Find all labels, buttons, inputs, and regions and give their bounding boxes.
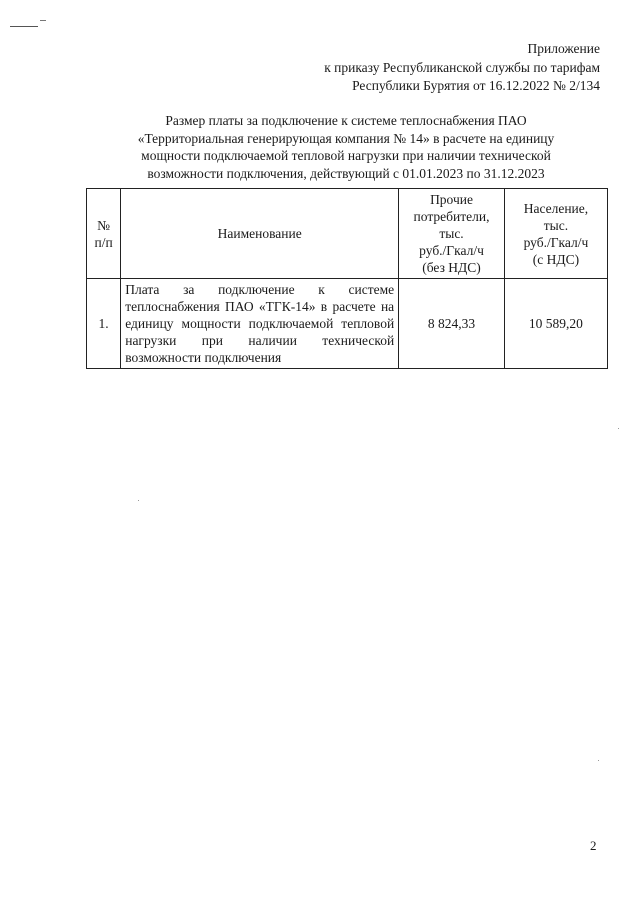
header-population: Население, тыс. руб./Гкал/ч (с НДС) xyxy=(504,189,607,279)
title-line: Размер платы за подключение к системе теплоснабжения ПАО xyxy=(165,113,527,128)
table-header-row xyxy=(87,189,608,279)
row-number: 1. xyxy=(87,279,121,369)
header-num: № п/п xyxy=(87,189,121,279)
title-line: «Территориальная генерирующая компания № 14» в расчете на единицу xyxy=(137,130,555,146)
scan-speck xyxy=(138,500,139,501)
scan-speck xyxy=(598,760,599,761)
page-number: 2 xyxy=(590,838,597,853)
row-population-value: 10 589,20 xyxy=(504,279,607,369)
appendix-line: к приказу Республиканской службы по тарифам xyxy=(324,59,600,75)
row-name: Плата за подключение к системе теплоснабжения ПАО «ТГК-14» в расчете на единицу мощности подключаемой тепловой нагрузки при наличии технической возможности подключения xyxy=(121,279,399,369)
appendix-header xyxy=(324,40,600,96)
header-name: Наименование xyxy=(121,189,399,279)
scan-speck xyxy=(618,428,619,429)
title-line: возможности подключения, действующий с 01.01.2023 по 31.12.2023 xyxy=(147,165,545,181)
appendix-line: Приложение xyxy=(527,41,600,56)
title-line: мощности подключаемой тепловой нагрузки при наличии технической xyxy=(141,148,551,163)
row-other-value: 8 824,33 xyxy=(399,279,505,369)
header-other-consumers: Прочие потребители, тыс. руб./Гкал/ч (без НДС) xyxy=(399,189,505,279)
table-row xyxy=(87,279,608,369)
appendix-line: Республики Бурятия от 16.12.2022 № 2/134 xyxy=(352,78,600,93)
scan-mark xyxy=(40,20,46,21)
tariff-table xyxy=(86,188,608,369)
scan-mark xyxy=(10,26,38,27)
document-title xyxy=(96,112,596,182)
